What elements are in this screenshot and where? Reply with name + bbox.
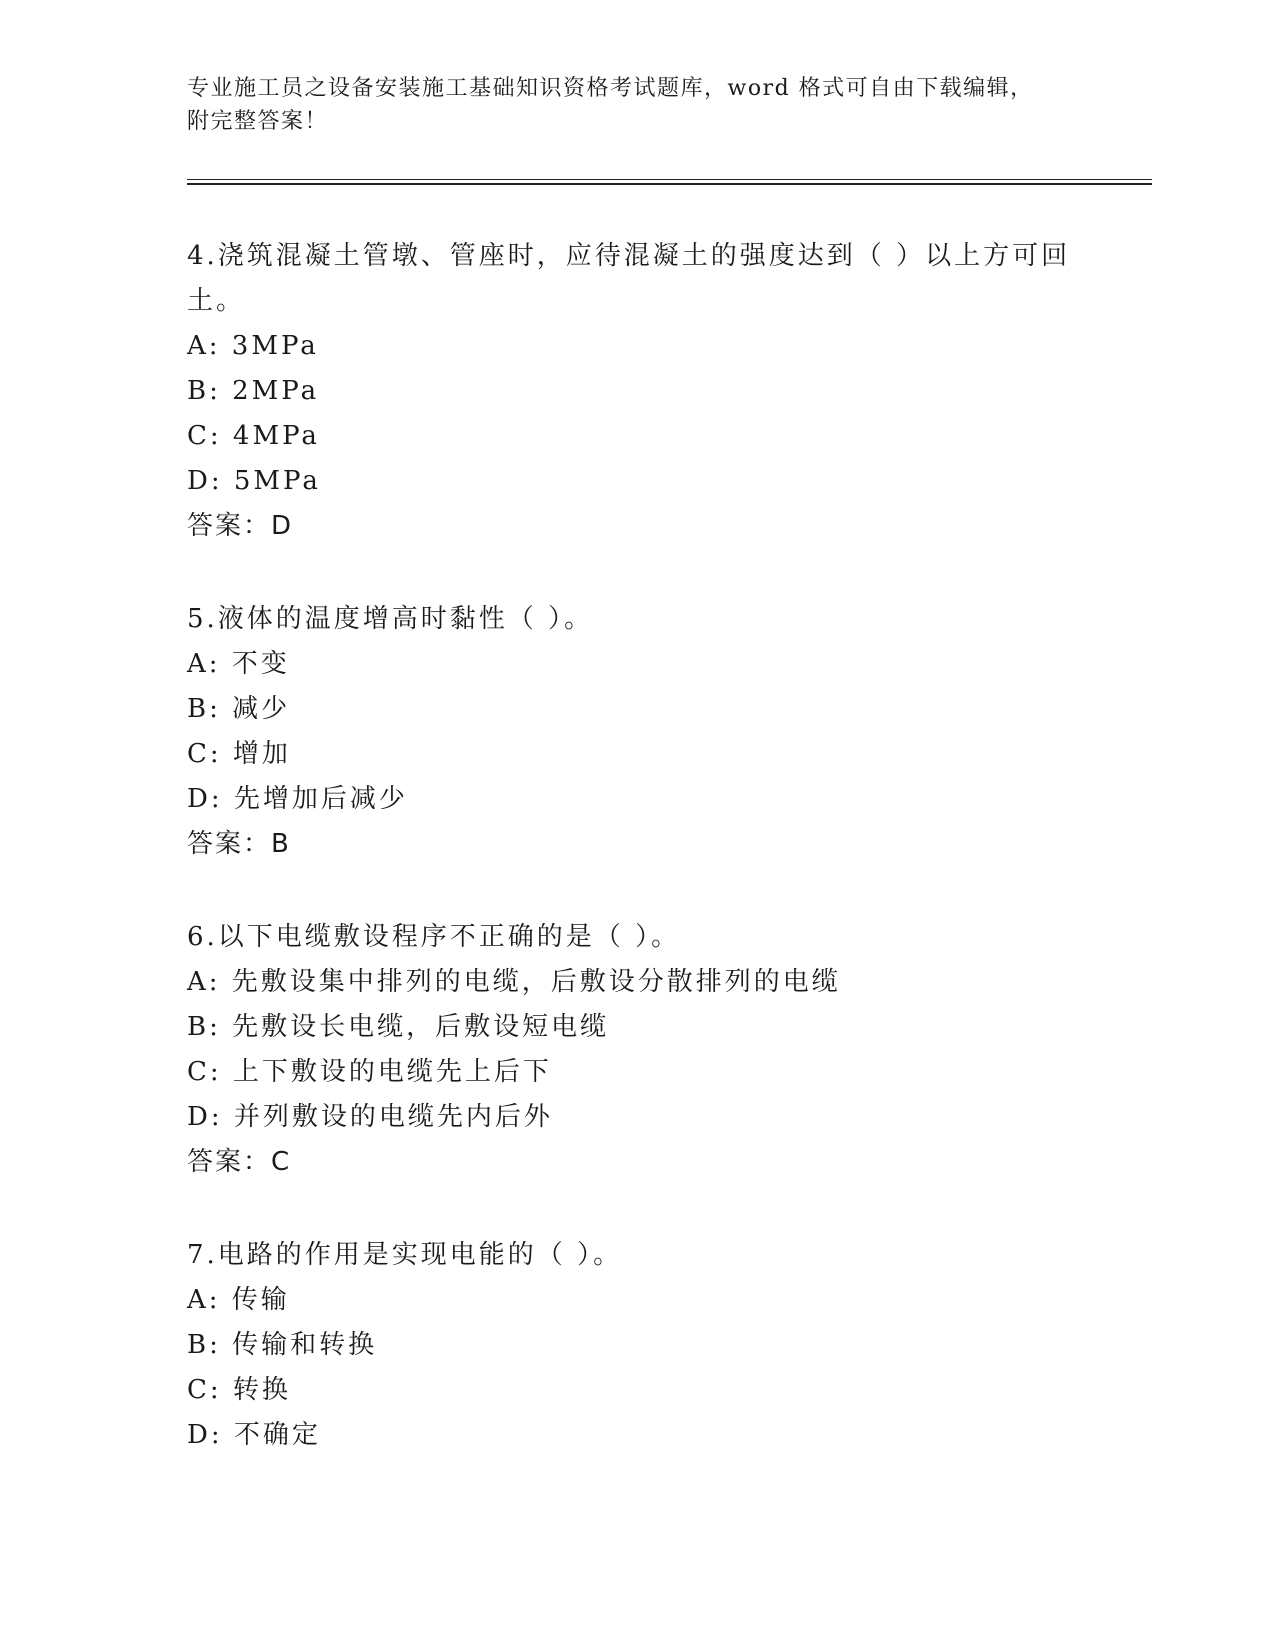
answer: 答案：B <box>187 829 291 859</box>
option-b: B: 2MPa <box>187 376 320 406</box>
question-stem: 4.浇筑混凝土管墩、管座时，应待混凝土的强度达到（ ）以上方可回 <box>187 241 1071 271</box>
option-d: D: 5MPa <box>187 466 321 496</box>
header-divider-thin <box>187 179 1152 180</box>
option-d: D: 并列敷设的电缆先内后外 <box>187 1102 553 1132</box>
question-stem: 5.液体的温度增高时黏性（ ）。 <box>187 604 594 634</box>
option-c: C: 上下敷设的电缆先上后下 <box>187 1057 552 1087</box>
option-a: A: 不变 <box>187 649 290 679</box>
option-b: B: 传输和转换 <box>187 1330 378 1360</box>
question-7 <box>187 1233 1087 1458</box>
option-c: C: 转换 <box>187 1375 291 1405</box>
question-4 <box>187 234 1087 549</box>
option-b: B: 减少 <box>187 694 291 724</box>
option-b: B: 先敷设长电缆，后敷设短电缆 <box>187 1012 610 1042</box>
document-header <box>187 72 1087 138</box>
option-c: C: 4MPa <box>187 421 320 451</box>
answer: 答案：C <box>187 1147 292 1177</box>
header-line-1: 专业施工员之设备安装施工基础知识资格考试题库，word 格式可自由下载编辑， <box>187 76 1034 101</box>
question-stem-continued: 土。 <box>187 286 246 316</box>
question-6 <box>187 915 1087 1185</box>
question-stem: 7.电路的作用是实现电能的（ ）。 <box>187 1240 623 1270</box>
option-d: D: 不确定 <box>187 1420 321 1450</box>
question-5 <box>187 597 1087 867</box>
question-stem: 6.以下电缆敷设程序不正确的是（ ）。 <box>187 922 681 952</box>
option-d: D: 先增加后减少 <box>187 784 408 814</box>
header-line-2: 附完整答案！ <box>187 109 329 134</box>
option-a: A: 先敷设集中排列的电缆，后敷设分散排列的电缆 <box>187 967 841 997</box>
header-divider-thick <box>187 183 1152 185</box>
answer: 答案：D <box>187 511 294 541</box>
option-a: A: 传输 <box>187 1285 290 1315</box>
option-c: C: 增加 <box>187 739 291 769</box>
option-a: A: 3MPa <box>187 331 319 361</box>
